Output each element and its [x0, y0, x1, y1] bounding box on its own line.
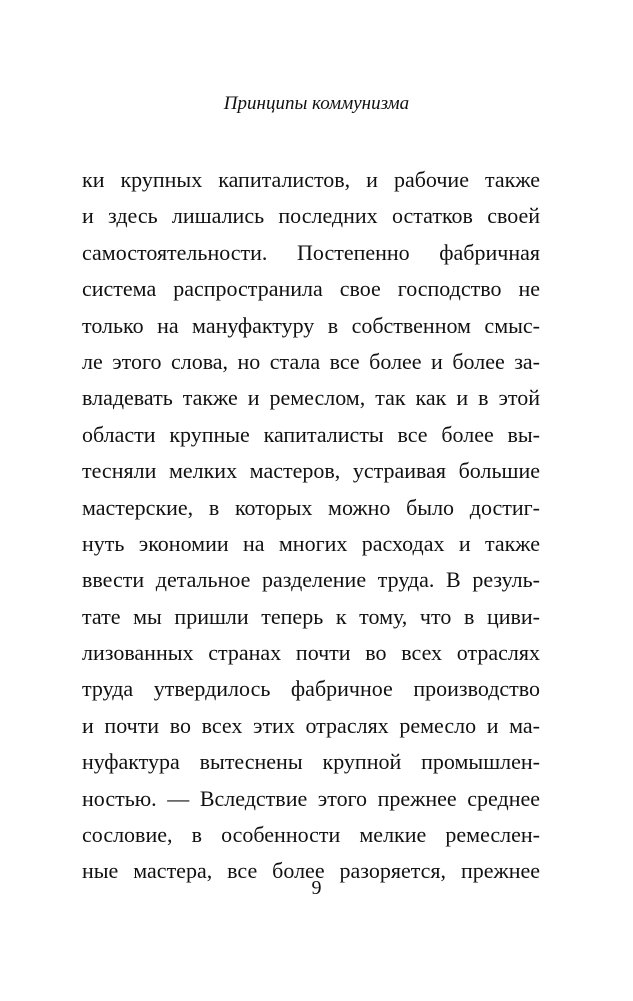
text-line: владевать также и ремеслом, так как и в этой: [82, 385, 540, 411]
text-line: ные мастера, все более разоряется, прежнее: [82, 858, 540, 884]
text-line: ввести детальное разделение труда. В резуль-: [82, 567, 540, 593]
text-line: нуфактура вытеснены крупной промышлен-: [82, 749, 540, 775]
text-line: области крупные капиталисты все более вы-: [82, 421, 540, 447]
text-line: система распространила свое господство не: [82, 276, 540, 302]
text-line: мастерские, в которых можно было достиг-: [82, 494, 540, 520]
text-line: сословие, в особенности мелкие ремеслен-: [82, 822, 540, 848]
text-line: и почти во всех этих отраслях ремесло и ма-: [82, 712, 540, 738]
page-number: 9: [311, 877, 322, 899]
text-line: тате мы пришли теперь к тому, что в циви-: [82, 603, 540, 629]
text-line: тесняли мелких мастеров, устраивая большие: [82, 458, 540, 484]
text-line: ле этого слова, но стала все более и более за-: [82, 348, 540, 374]
text-line: и здесь лишались последних остатков своей: [82, 203, 540, 229]
text-line: нуть экономии на многих расходах и также: [82, 530, 540, 556]
text-line: самостоятельности. Постепенно фабричная: [82, 239, 540, 265]
text-line: только на мануфактуру в собственном смыс-: [82, 312, 540, 338]
text-line: ностью. — Вследствие этого прежнее среднее: [82, 785, 540, 811]
text-line: труда утвердилось фабричное производство: [82, 676, 540, 702]
running-title: Принципы коммунизма: [223, 93, 410, 114]
text-line: ки крупных капиталистов, и рабочие также: [82, 167, 540, 192]
text-line: лизованных странах почти во всех отраслях: [82, 640, 540, 666]
body-text: [82, 162, 540, 890]
